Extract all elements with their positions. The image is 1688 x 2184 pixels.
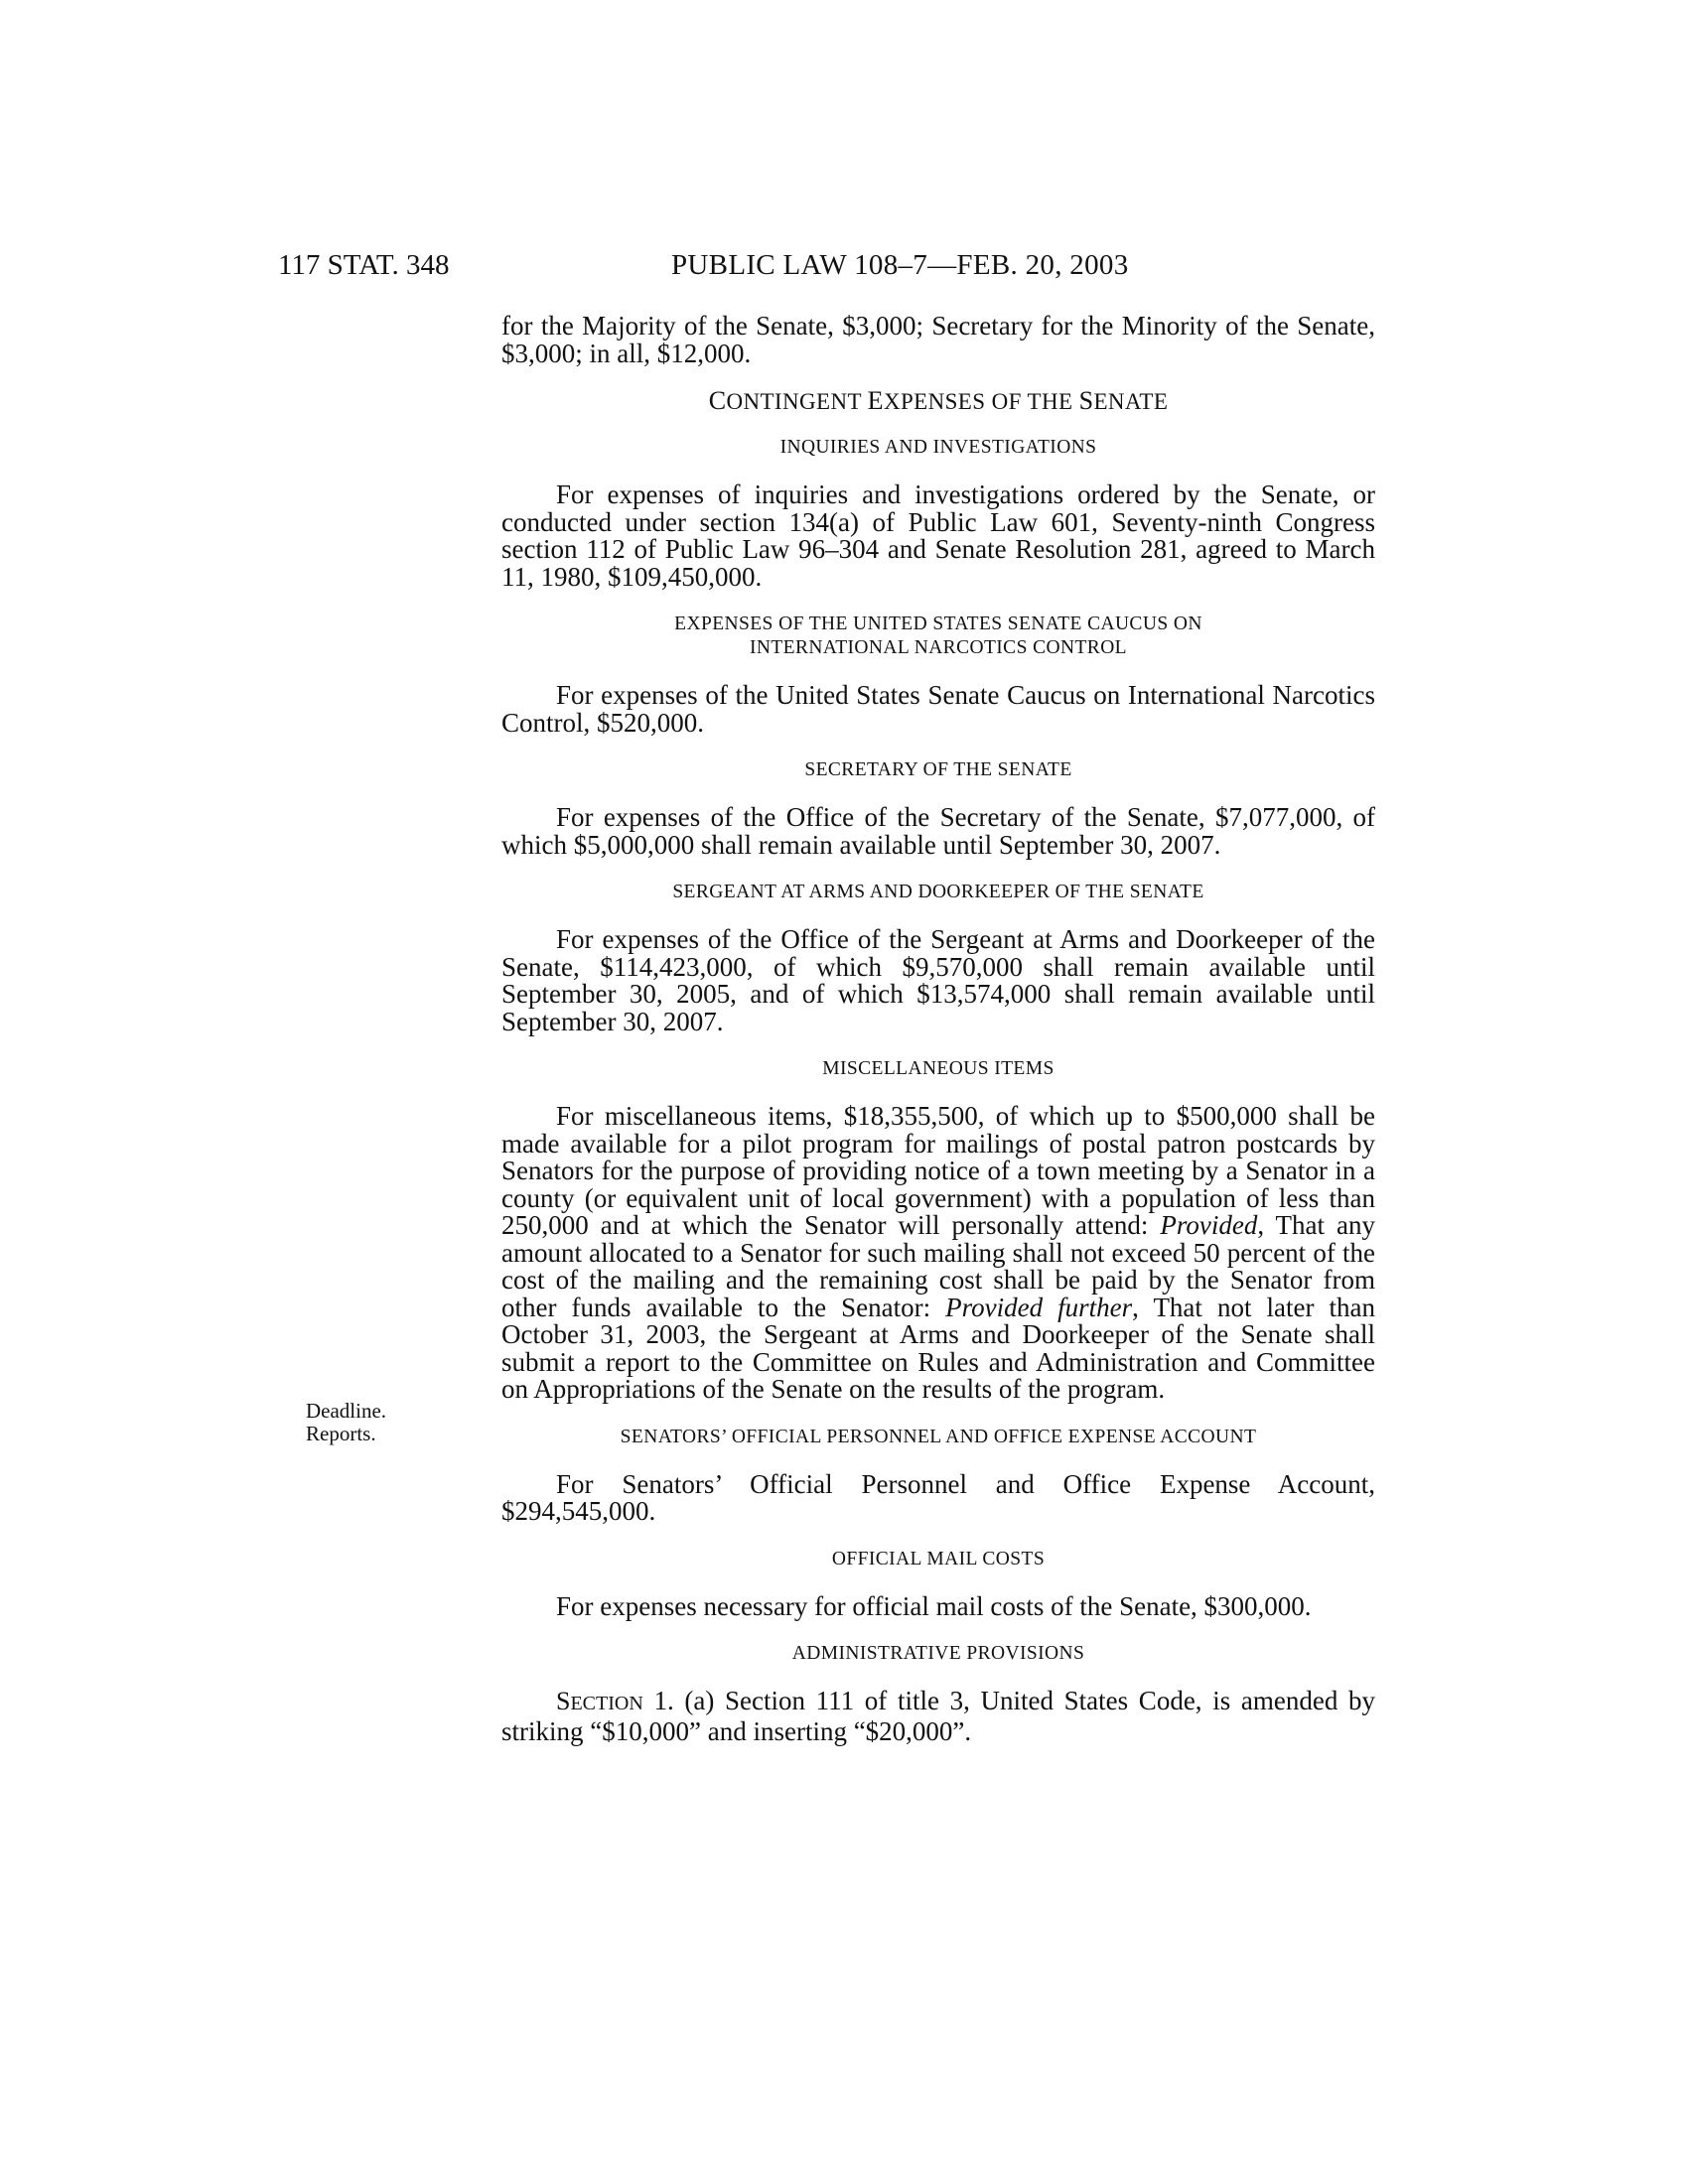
- section-heading: ADMINISTRATIVE PROVISIONS: [791, 1643, 1085, 1664]
- proviso-italic: Provided: [1160, 1210, 1258, 1240]
- section-paragraph: For expenses of the Office of the Secretary of the Senate, $7,077,000, of which $5,000,000 shall remain available until September 30, 2007.: [501, 802, 1375, 860]
- page-header: [0, 243, 1688, 287]
- section-heading: INQUIRIES AND INVESTIGATIONS: [779, 437, 1097, 458]
- section-heading: MISCELLANEOUS ITEMS: [822, 1058, 1055, 1079]
- section-paragraph: For Senators’ Official Personnel and Office Expense Account, $294,545,000.: [501, 1468, 1375, 1526]
- section-paragraph: For expenses necessary for official mail costs of the Senate, $300,000.: [556, 1590, 1312, 1621]
- marginal-note: Deadline. Reports.: [306, 1399, 387, 1445]
- section-heading: OFFICIAL MAIL COSTS: [831, 1548, 1046, 1570]
- section-paragraph: For expenses of inquiries and investigations ordered by the Senate, or conducted under section 134(a) of Public Law 601, Seventy-ninth Congress section 112 of Public Law 96–304 and Senate Resolution 281, agreed to March 11, 1980, $109,450,000.: [501, 479, 1375, 592]
- section-heading: SECRETARY OF THE SENATE: [804, 759, 1072, 780]
- proviso-italic: Provided further: [945, 1292, 1133, 1322]
- section-heading: EXPENSES OF THE UNITED STATES SENATE CAUCUS ON INTERNATIONAL NARCOTICS CONTROL: [674, 614, 1202, 658]
- body-text: [501, 313, 1375, 1745]
- running-head: PUBLIC LAW 108–7—FEB. 20, 2003: [671, 249, 1129, 281]
- title-heading: CONTINGENT EXPENSES OF THE SENATE: [708, 386, 1169, 415]
- section-paragraph: For expenses of the Office of the Sergeant at Arms and Doorkeeper of the Senate, $114,423,000, of which $9,570,000 shall remain available until September 30, 2005, and of which $13,574,000 shall remain available until September 30, 2007.: [501, 924, 1375, 1036]
- section-heading: SENATORS’ OFFICIAL PERSONNEL AND OFFICE EXPENSE ACCOUNT: [620, 1426, 1257, 1447]
- section-heading: SERGEANT AT ARMS AND DOORKEEPER OF THE SENATE: [672, 882, 1204, 902]
- section-paragraph: For expenses of the United States Senate Caucus on International Narcotics Control, $520,000.: [501, 680, 1375, 738]
- section-paragraph: For miscellaneous items, $18,355,500, of which up to $500,000 shall be made available for a pilot program for mailings of postal patron postcards by Senators for the purpose of providing notice of a town meeting by a Senator in a county (or equivalent unit of local government) with a population of less than 250,000 and at which the Senator will personally attend: Provided, That any amount allocated to a Senator for such mailing shall not exceed 50 percent of the cost of the mailing and the remaining cost shall be paid by the Senator from other funds available to the Senator: Provided further, That not later than October 31, 2003, the Sergeant at Arms and Doorkeeper of the Senate shall submit a report to the Committee on Rules and Administration and Committee on Appropriations of the Senate on the results of the program.: [501, 1101, 1375, 1404]
- section-paragraph: SECTION 1. (a) Section 111 of title 3, United States Code, is amended by striking “$10,000” and inserting “$20,000”.: [501, 1686, 1375, 1746]
- opening-paragraph: for the Majority of the Senate, $3,000; Secretary for the Minority of the Senate, $3,000; in all, $12,000.: [501, 311, 1375, 368]
- stat-page-number: 117 STAT. 348: [278, 249, 450, 281]
